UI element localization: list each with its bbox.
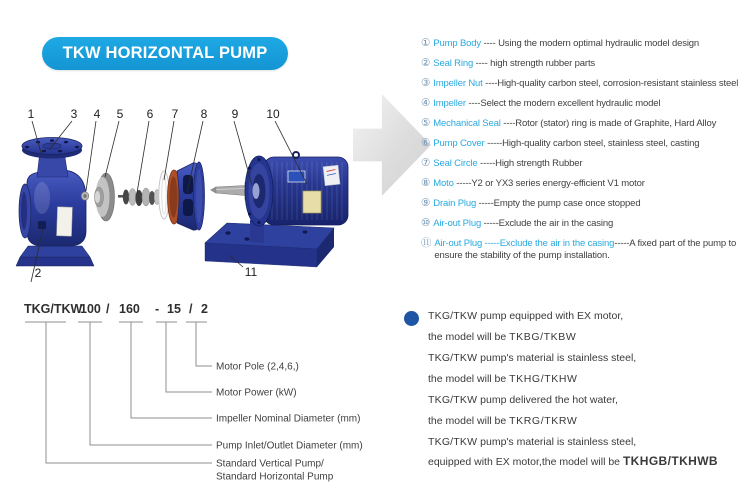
model-slash-1: /: [106, 302, 110, 316]
model-code-labels: [216, 362, 363, 483]
part-name: Air-out Plug -----Exclude the air in the casing: [434, 238, 615, 249]
model-slash-2: /: [189, 302, 193, 316]
note-text: the model will be: [428, 331, 510, 343]
callout-7: 7: [171, 107, 179, 121]
title-banner: [42, 37, 288, 70]
part-name: Impeller Nut: [433, 78, 483, 89]
note-text: pump delivered the hot water,: [477, 394, 618, 406]
label-motor-pole: Motor Pole (2,4,6,): [216, 361, 299, 373]
part-name: Seal Ring: [433, 58, 474, 69]
mechanical-seal-parts: [123, 188, 160, 206]
note-text: equipped with EX motor,the model will be: [428, 456, 623, 468]
part-name: Mechanical Seal: [433, 118, 501, 129]
note-text: the model will be: [428, 373, 510, 385]
motor: [205, 152, 348, 267]
part-description: -----A fixed part of the pump to ensure the stability of the pump installation.: [434, 238, 737, 261]
part-name: Air-out Plug: [433, 218, 482, 229]
note-brand: TKG/TKW: [428, 310, 478, 322]
part-list-item: [421, 78, 756, 90]
model-inlet-token: 100: [80, 302, 101, 316]
callout-9: 9: [231, 107, 239, 121]
note-stainless: [428, 348, 754, 390]
callout-5: 5: [116, 107, 124, 121]
part-description: -----Exclude the air in the casing: [481, 218, 614, 229]
lifting-eye: [293, 152, 299, 158]
callout-1: 1: [27, 107, 35, 121]
pump-exploded-diagram: [12, 96, 360, 296]
part-name: Seal Circle: [433, 158, 478, 169]
part-name: Pump Body: [433, 38, 482, 49]
part-list-item: [421, 158, 756, 170]
callout-11: 11: [244, 265, 258, 279]
motor-nameplate: [303, 191, 321, 213]
note-brand: TKG/TKW: [428, 352, 478, 364]
model-notes: [428, 306, 754, 470]
model-power-token: 15: [167, 302, 181, 316]
part-number-badge: ④: [421, 97, 431, 109]
note-bullet-icon: [404, 311, 419, 326]
pump-body: [16, 138, 94, 267]
callout-8: 8: [200, 107, 208, 121]
motor-flange: [245, 156, 273, 226]
motor-sticker: [323, 165, 340, 185]
part-list-item: [421, 118, 756, 130]
note-text: pump equipped with EX motor,: [477, 310, 624, 322]
model-dash: -: [155, 302, 160, 316]
note-text: pump's material is stainless steel,: [477, 352, 637, 364]
label-impeller-diameter: Impeller Nominal Diameter (mm): [216, 413, 361, 425]
callout-10: 10: [266, 107, 280, 121]
part-description: ----Rotor (stator) ring is made of Graphite, Hard Alloy: [500, 118, 717, 129]
part-name: Pump Cover: [433, 138, 485, 149]
part-number-badge: ⑦: [421, 157, 431, 169]
part-number-badge: ⑥: [421, 137, 431, 149]
note-hot-water: [428, 390, 754, 432]
pump-cover: [168, 162, 205, 230]
part-number-badge: ③: [421, 77, 431, 89]
part-description: ---- high strength rubber parts: [473, 58, 596, 69]
part-number-badge: ⑩: [421, 217, 431, 229]
note-ex-motor: [428, 306, 754, 348]
part-name: Impeller: [433, 98, 466, 109]
note-stainless-ex: [428, 432, 754, 470]
body-label: [56, 207, 72, 237]
part-number-badge: ②: [421, 57, 431, 69]
note-text: pump's material is stainless steel,: [477, 436, 637, 448]
part-description: -----Y2 or YX3 series energy-efficient V1 motor: [453, 178, 645, 189]
callout-2: 2: [34, 266, 42, 280]
model-code-tokens: [24, 302, 208, 316]
drain-plug: [38, 221, 46, 229]
part-description: ----High-quality carbon steel, corrosion-resistant stainless steel: [482, 78, 739, 89]
part-list-item: [421, 198, 756, 210]
callout-6: 6: [146, 107, 154, 121]
part-list-item: [421, 38, 756, 50]
callout-4: 4: [93, 107, 101, 121]
note-model-code: TKHGB/TKHWB: [622, 454, 719, 468]
part-description: -----High strength Rubber: [477, 158, 583, 169]
page-title: TKW HORIZONTAL PUMP: [62, 44, 268, 62]
model-series-token: TKG/TKW: [24, 302, 83, 316]
part-description: -----Empty the pump case once stopped: [476, 198, 641, 209]
model-pole-token: 2: [201, 302, 208, 316]
part-list-item: [421, 178, 756, 190]
motor-badge: [288, 171, 305, 182]
note-model-code: TKRG/TKRW: [509, 415, 578, 427]
part-number-badge: ⑤: [421, 117, 431, 129]
model-impeller-token: 160: [119, 302, 140, 316]
part-number-badge: ⑧: [421, 177, 431, 189]
right-arrow-icon: [353, 94, 431, 196]
part-name: Moto: [433, 178, 454, 189]
label-standard-line1: Standard Vertical Pump/: [216, 458, 324, 470]
part-list-item: [421, 218, 756, 230]
part-description: -----High-quality carbon steel, stainless steel, casting: [484, 138, 700, 149]
note-brand: TKG/TKW: [428, 394, 478, 406]
part-description: ---- Using the modern optimal hydraulic model design: [481, 38, 700, 49]
part-name: Drain Plug: [433, 198, 477, 209]
part-list-item: [421, 98, 756, 110]
label-standard-line2: Standard Horizontal Pump: [216, 471, 334, 483]
note-model-code: TKBG/TKBW: [509, 331, 577, 343]
note-model-code: TKHG/TKHW: [509, 373, 578, 385]
part-number-badge: ①: [421, 37, 431, 49]
part-number-badge: ⑨: [421, 197, 431, 209]
model-connector-lines: [25, 322, 212, 463]
callout-3: 3: [70, 107, 78, 121]
note-brand: TKG/TKW: [428, 436, 478, 448]
model-code-breakdown: [18, 293, 363, 493]
part-description: ----Select the modern excellent hydraulic model: [465, 98, 661, 109]
part-list-item: [421, 238, 756, 261]
part-number-badge: ⑪: [421, 237, 432, 249]
part-list-item: [421, 58, 756, 70]
note-text: the model will be: [428, 415, 510, 427]
label-inlet-outlet: Pump Inlet/Outlet Diameter (mm): [216, 440, 363, 452]
part-list-item: [421, 138, 756, 150]
parts-list: [421, 38, 756, 270]
label-motor-power: Motor Power (kW): [216, 387, 297, 399]
